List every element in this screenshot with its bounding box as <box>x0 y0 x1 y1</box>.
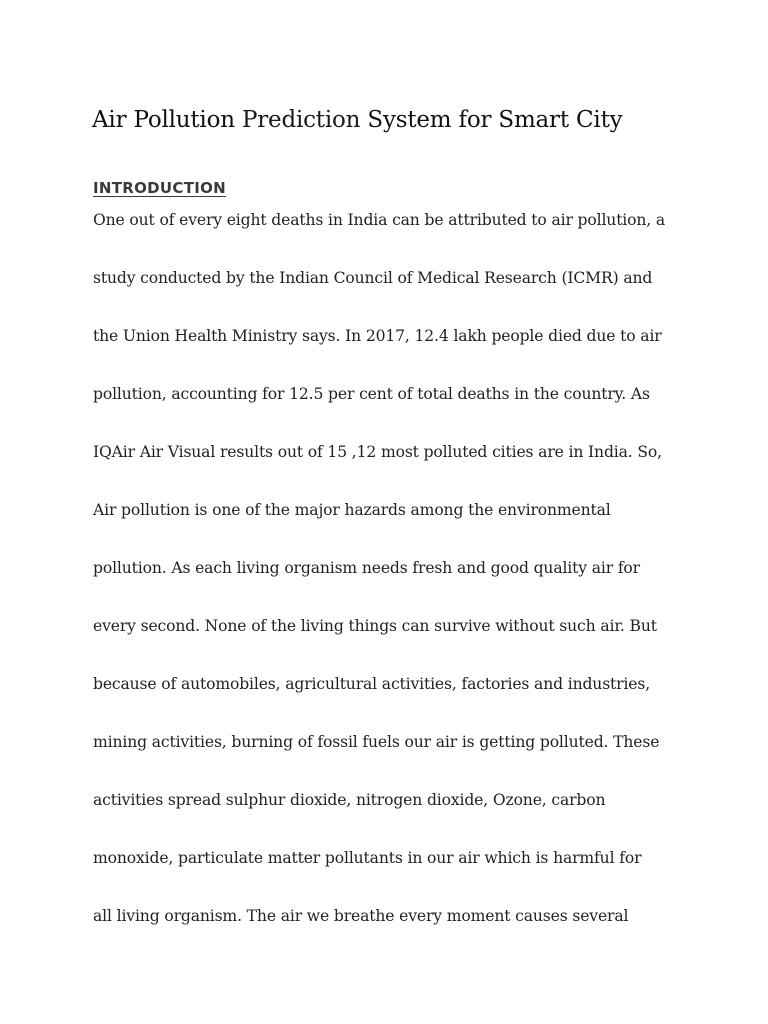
document-title <box>92 104 622 136</box>
paragraph-line: mining activities, burning of fossil fuels our air is getting polluted. These <box>93 733 660 751</box>
paragraph-line: One out of every eight deaths in India can be attributed to air pollution, a <box>93 211 666 229</box>
paragraph-line: the Union Health Ministry says. In 2017, 12.4 lakh people died due to air <box>93 327 662 345</box>
paragraph-line: because of automobiles, agricultural activities, factories and industries, <box>93 675 651 693</box>
paragraph-line: study conducted by the Indian Council of Medical Research (ICMR) and <box>93 269 653 287</box>
paragraph-line: all living organism. The air we breathe every moment causes several <box>93 907 629 925</box>
paragraph-line: monoxide, particulate matter pollutants in our air which is harmful for <box>93 849 642 867</box>
paragraph-line: Air pollution is one of the major hazards among the environmental <box>93 501 611 519</box>
paragraph-line: activities spread sulphur dioxide, nitrogen dioxide, Ozone, carbon <box>93 791 606 809</box>
paragraph-line: pollution. As each living organism needs fresh and good quality air for <box>93 559 640 577</box>
title-part-2: Prediction <box>234 107 368 133</box>
section-heading-introduction: INTRODUCTION <box>93 179 227 197</box>
paragraph-line: IQAir Air Visual results out of 15 ,12 most polluted cities are in India. So, <box>93 443 662 461</box>
body-paragraph <box>93 204 665 958</box>
title-part-1: Air Pollution <box>92 107 235 133</box>
paragraph-line: every second. None of the living things can survive without such air. But <box>93 617 657 635</box>
paragraph-line: pollution, accounting for 12.5 per cent of total deaths in the country. As <box>93 385 650 403</box>
title-part-3: System for Smart City <box>367 107 623 133</box>
